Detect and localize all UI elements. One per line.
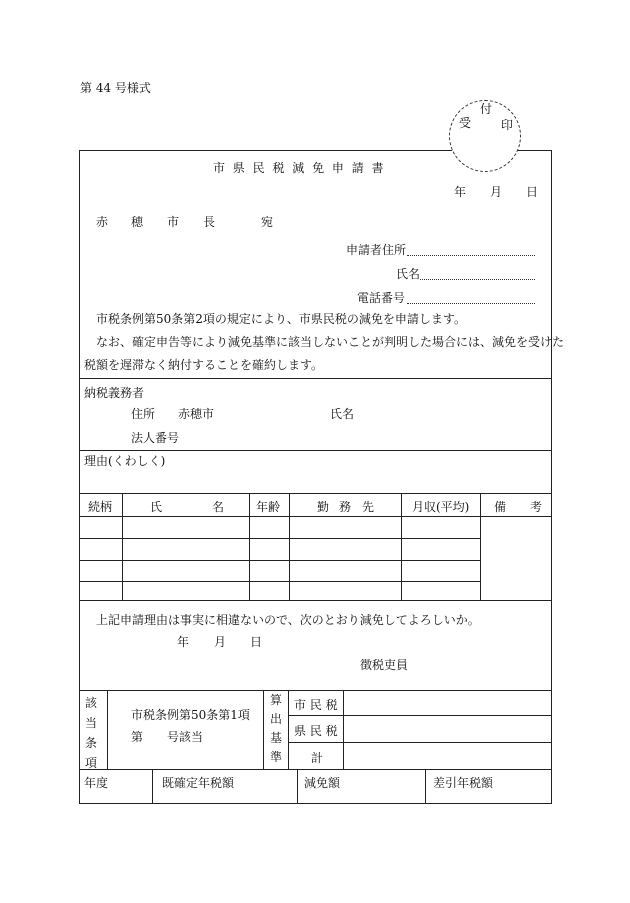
stamp-left-char: 受 (459, 116, 472, 130)
applicable-item-suffix: 号該当 (167, 730, 204, 744)
footer-existing-label: 既確定年税額 (162, 776, 235, 790)
footer-year-label: 年度 (84, 776, 109, 790)
city-tax-field[interactable] (345, 692, 550, 714)
header-income: 月収(平均) (412, 500, 470, 514)
approval-month: 月 (214, 635, 227, 649)
stamp-right-char: 印 (501, 118, 514, 132)
pref-tax-label: 県 民 税 (294, 724, 338, 738)
city-tax-label: 市 民 税 (294, 698, 338, 712)
applicant-address-field[interactable] (407, 255, 535, 256)
header-note-a: 備 (494, 500, 507, 514)
approval-text: 上記申請理由は事実に相違ないので、次のとおり減免してよろしいか。 (96, 613, 480, 627)
applicant-name-field[interactable] (420, 279, 535, 280)
basis-label: 算 出 基 準 (269, 693, 282, 764)
header-name-b: 名 (212, 500, 225, 514)
applicant-name-label: 氏名 (396, 267, 421, 281)
taxpayer-corp-number-label: 法人番号 (131, 431, 180, 445)
approval-year: 年 (177, 635, 190, 649)
header-work-a: 勤 (317, 500, 330, 514)
statement-line-2: なお、確定申告等により減免基準に該当しないことが判明した場合には、減免を受けた (96, 335, 565, 349)
approval-day: 日 (250, 635, 263, 649)
form-number: 第 44 号様式 (80, 81, 151, 95)
table-row[interactable] (80, 539, 480, 560)
applicable-item-prefix: 第 (131, 730, 144, 744)
reason-field[interactable] (84, 470, 544, 490)
applicant-phone-label: 電話番号 (357, 291, 406, 305)
table-row[interactable] (80, 561, 480, 581)
footer-balance-label: 差引年税額 (433, 776, 494, 790)
form-title: 市 県 民 税 減 免 申 請 書 (213, 161, 386, 175)
date-year: 年 (454, 185, 467, 199)
total-field[interactable] (345, 744, 550, 768)
date-month: 月 (490, 185, 503, 199)
applicable-label: 該 当 条 項 (84, 696, 97, 770)
taxpayer-header: 納税義務者 (84, 386, 145, 400)
total-label: 計 (311, 751, 324, 765)
approval-officer: 徴税吏員 (360, 658, 409, 672)
table-row[interactable] (80, 517, 480, 538)
footer-reduction-label: 減免額 (304, 776, 341, 790)
statement-line-3: 税額を遅滞なく納付することを確約します。 (84, 358, 324, 372)
header-work-c: 先 (362, 500, 375, 514)
header-work-b: 務 (339, 500, 352, 514)
table-row[interactable] (80, 582, 480, 600)
date-day: 日 (526, 185, 539, 199)
pref-tax-field[interactable] (345, 717, 550, 741)
taxpayer-name-label: 氏名 (330, 407, 355, 421)
reason-label: 理由(くわしく) (84, 454, 166, 468)
applicant-address-label: 申請者住所 (346, 243, 407, 257)
statement-line-1: 市税条例第50条第2項の規定により、市県民税の減免を申請します。 (96, 312, 466, 326)
header-age: 年齢 (256, 500, 281, 514)
taxpayer-address-value: 赤穂市 (178, 407, 215, 421)
applicant-phone-field[interactable] (407, 303, 535, 304)
header-relation: 続柄 (88, 500, 113, 514)
stamp-top-char: 付 (480, 102, 493, 116)
header-note-b: 考 (530, 500, 543, 514)
applicable-clause: 市税条例第50条第1項 (131, 708, 250, 722)
taxpayer-address-label: 住所 (131, 407, 156, 421)
header-name-a: 氏 (150, 500, 163, 514)
